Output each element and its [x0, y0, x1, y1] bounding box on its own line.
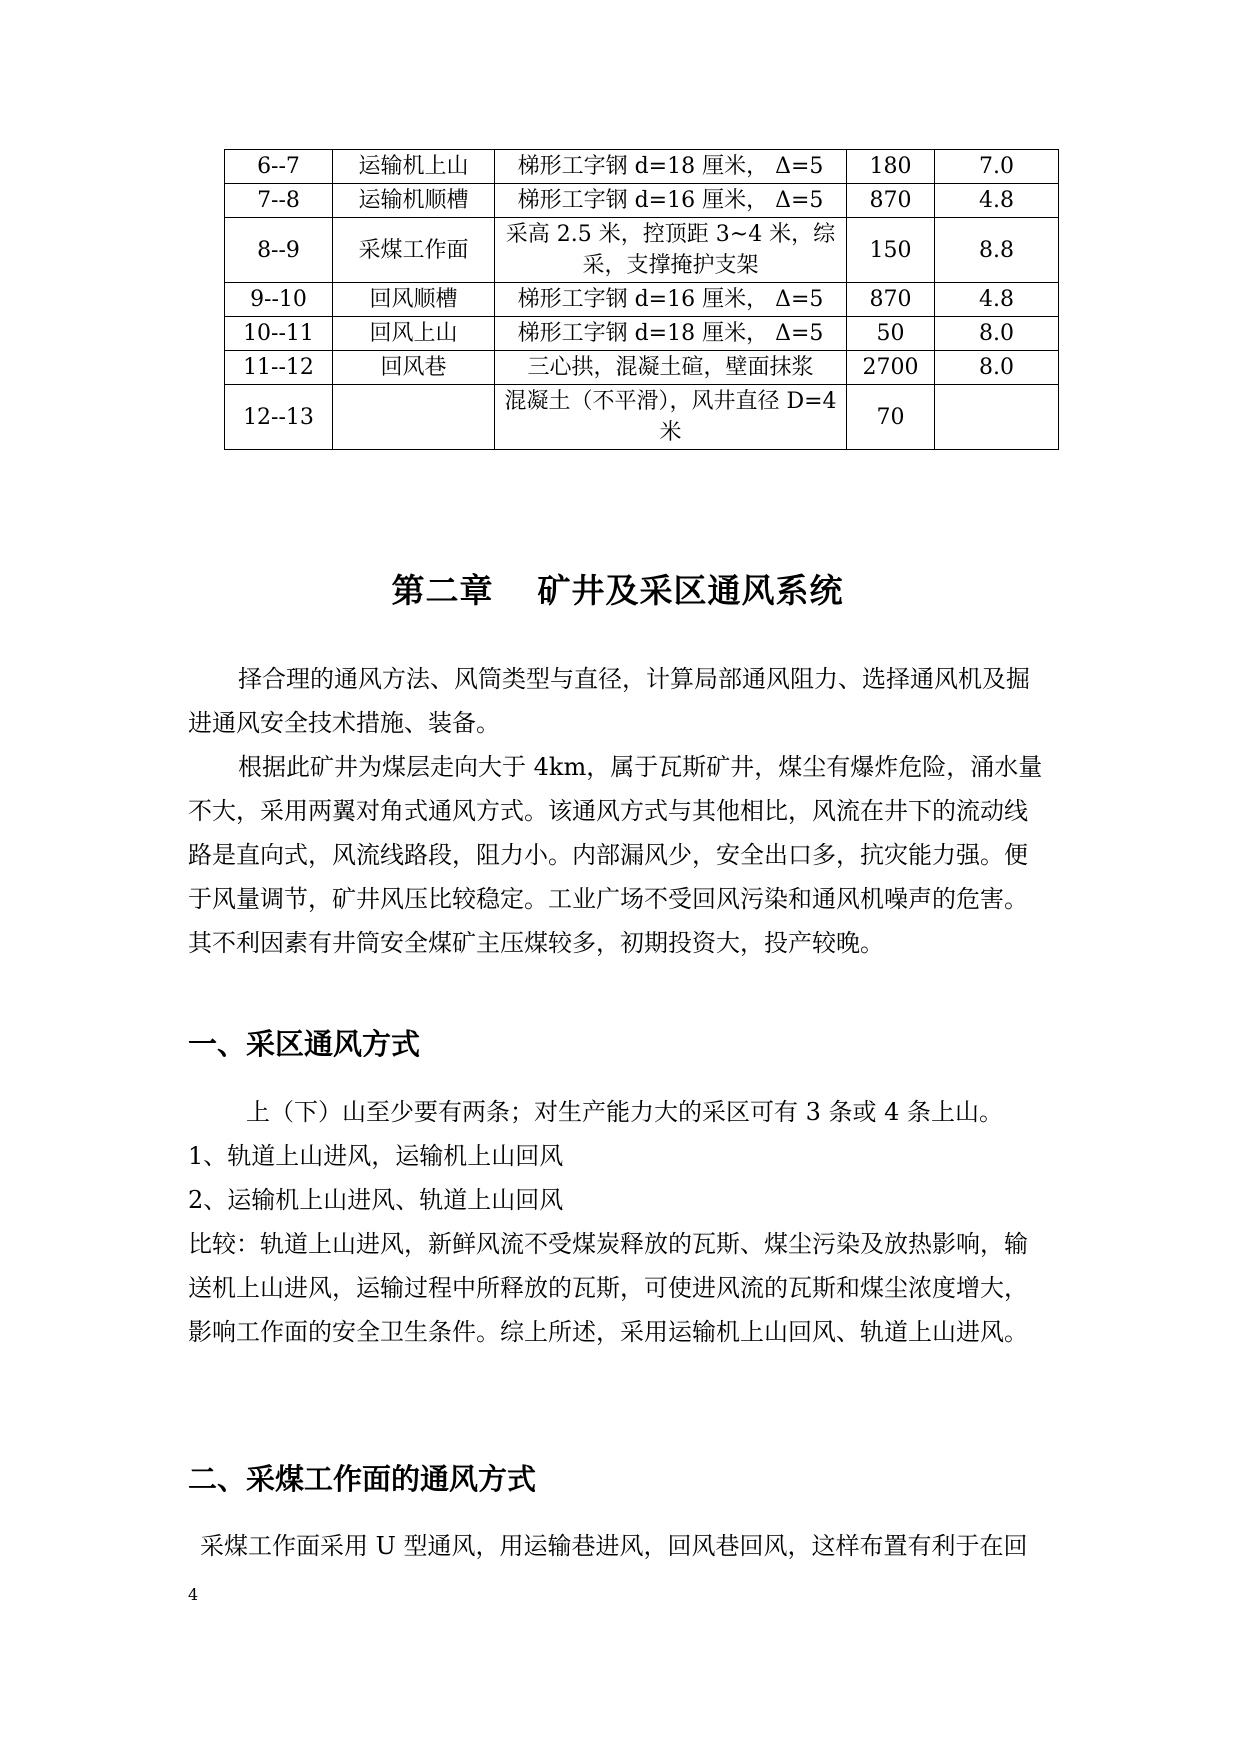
cell-area: 8.8: [935, 218, 1059, 283]
cell-len: 50: [847, 317, 935, 351]
intro-section: [188, 657, 1043, 965]
cell-seg: 12--13: [225, 385, 333, 450]
cell-area: [935, 385, 1059, 450]
district-comparison: 比较：轨道上山进风，新鲜风流不受煤炭释放的瓦斯、煤尘污染及放热影响，输送机上山进风，运输过程中所释放的瓦斯，可使进风流的瓦斯和煤尘浓度增大，影响工作面的安全卫生条件。综上所述，采用运输机上山回风、轨道上山进风。: [188, 1230, 1028, 1346]
cell-desc: 三心拱，混凝土碹，壁面抹浆: [495, 351, 847, 385]
cell-name: [333, 385, 495, 450]
cell-desc: 梯形工字钢 d=16 厘米， Δ=5: [495, 184, 847, 218]
face-section: [188, 1524, 1043, 1568]
table-row: [225, 218, 1059, 283]
roadway-table-container: [224, 149, 1059, 450]
cell-name: 采煤工作面: [333, 218, 495, 283]
cell-desc: 混凝土（不平滑），风井直径 D=4 米: [495, 385, 847, 450]
cell-area: 4.8: [935, 283, 1059, 317]
chapter-name: 矿井及采区通风系统: [537, 571, 844, 610]
table-row: [225, 184, 1059, 218]
cell-len: 70: [847, 385, 935, 450]
cell-area: 4.8: [935, 184, 1059, 218]
cell-area: 7.0: [935, 150, 1059, 184]
section-heading-district: 一、采区通风方式: [188, 1027, 421, 1061]
cell-seg: 11--12: [225, 351, 333, 385]
page-number: 4: [188, 1585, 199, 1604]
section-heading-face: 二、采煤工作面的通风方式: [188, 1462, 537, 1496]
cell-desc: 梯形工字钢 d=18 厘米， Δ=5: [495, 150, 847, 184]
table-row: [225, 317, 1059, 351]
district-section: [188, 1090, 1043, 1354]
cell-name: 回风顺槽: [333, 283, 495, 317]
cell-seg: 10--11: [225, 317, 333, 351]
chapter-number: 第二章: [391, 571, 494, 610]
cell-len: 2700: [847, 351, 935, 385]
cell-len: 150: [847, 218, 935, 283]
cell-len: 180: [847, 150, 935, 184]
chapter-title: [0, 565, 1235, 612]
cell-seg: 8--9: [225, 218, 333, 283]
cell-name: 回风巷: [333, 351, 495, 385]
cell-seg: 6--7: [225, 150, 333, 184]
face-ventilation-text: 采煤工作面采用 U 型通风，用运输巷进风，回风巷回风，这样布置有利于在回: [200, 1532, 1028, 1560]
cell-name: 回风上山: [333, 317, 495, 351]
table-row: [225, 283, 1059, 317]
cell-len: 870: [847, 283, 935, 317]
table-row: [225, 351, 1059, 385]
cell-area: 8.0: [935, 351, 1059, 385]
district-option-2: 2、运输机上山进风、轨道上山回风: [188, 1186, 564, 1214]
table-row: [225, 385, 1059, 450]
cell-len: 870: [847, 184, 935, 218]
paragraph-ventilation-method: 择合理的通风方法、风筒类型与直径，计算局部通风阻力、选择通风机及掘进通风安全技术措施、装备。: [188, 665, 1030, 737]
paragraph-mine-conditions: 根据此矿井为煤层走向大于 4km，属于瓦斯矿井，煤尘有爆炸危险，涌水量不大，采用两翼对角式通风方式。该通风方式与其他相比，风流在井下的流动线路是直向式，风流线路段，阻力小。内部漏风少，安全出口多，抗灾能力强。便于风量调节，矿井风压比较稳定。工业广场不受回风污染和通风机噪声的危害。其不利因素有井筒安全煤矿主压煤较多，初期投资大，投产较晚。: [188, 753, 1043, 957]
cell-area: 8.0: [935, 317, 1059, 351]
district-option-1: 1、轨道上山进风，运输机上山回风: [188, 1142, 564, 1170]
cell-desc: 梯形工字钢 d=18 厘米， Δ=5: [495, 317, 847, 351]
cell-seg: 9--10: [225, 283, 333, 317]
cell-name: 运输机顺槽: [333, 184, 495, 218]
roadway-table: [224, 149, 1059, 450]
cell-desc: 梯形工字钢 d=16 厘米， Δ=5: [495, 283, 847, 317]
cell-name: 运输机上山: [333, 150, 495, 184]
cell-seg: 7--8: [225, 184, 333, 218]
table-row: [225, 150, 1059, 184]
district-intro: 上（下）山至少要有两条；对生产能力大的采区可有 3 条或 4 条上山。: [246, 1098, 1004, 1126]
cell-desc: 采高 2.5 米，控顶距 3~4 米，综采，支撑掩护支架: [495, 218, 847, 283]
